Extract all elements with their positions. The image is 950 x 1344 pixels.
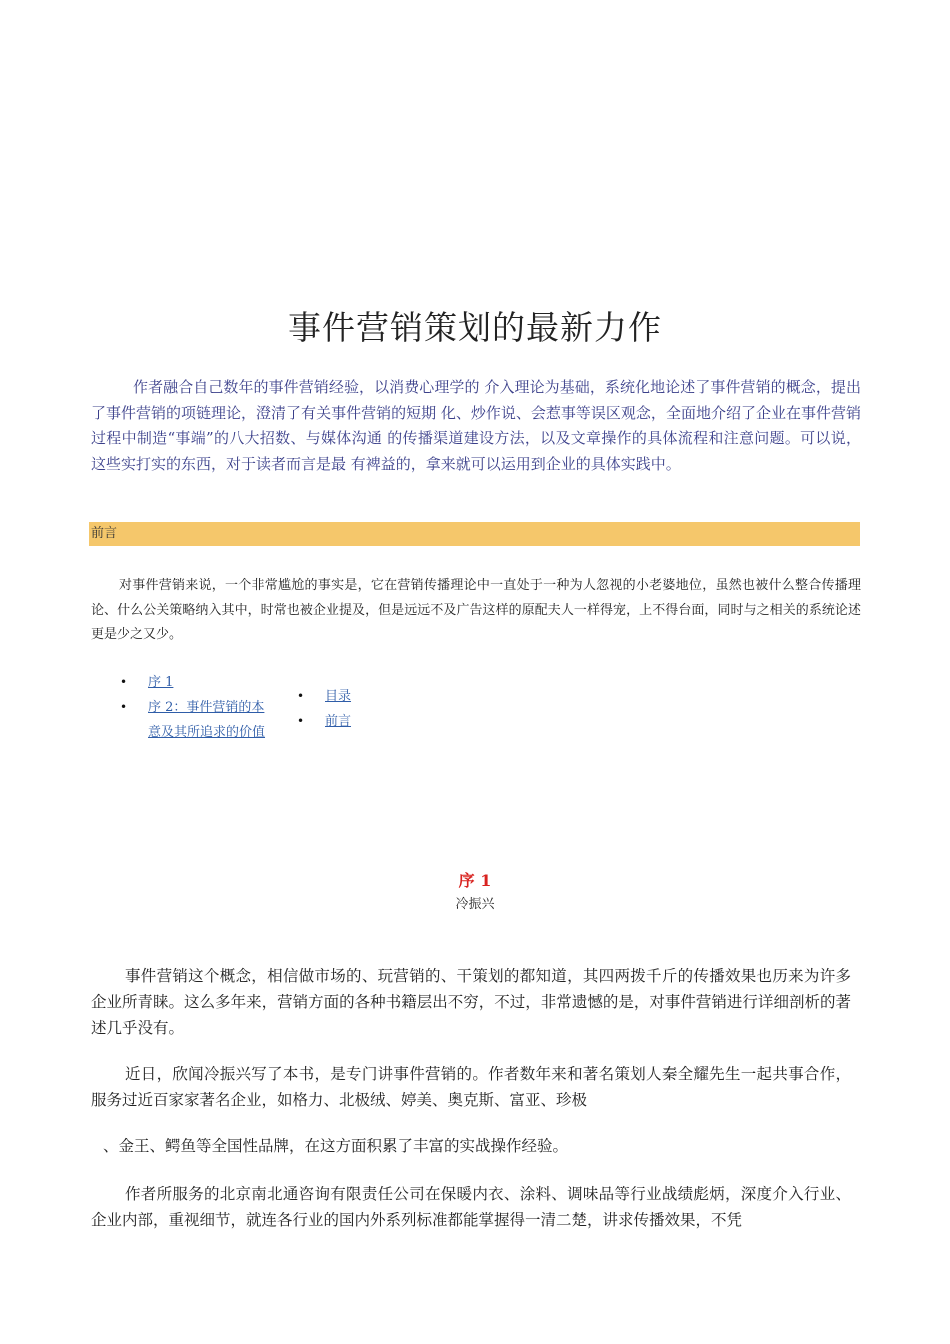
intro-paragraph: 作者融合自己数年的事件营销经验，以消费心理学的 介入理论为基础，系统化地论述了事件营销的概念，提出了事件营销的项链理论，澄清了有关事件营销的短期 化、炒作说、会惹事等误区观念，全面地介绍了企业在事件营销过程中制造“事端”的八大招数、与媒体沟通 的传播渠道建设方法，以及文章操作的具体流程和注意问题。可以说，这些实打实的东西，对于读者而言是最 有裨益的，拿来就可以运用到企业的具体实践中。 — [91, 378, 861, 473]
toc-item — [120, 695, 270, 745]
toc-link-preface-1[interactable]: 序 1 — [148, 675, 174, 690]
preface-label: 前言 — [91, 526, 118, 541]
section-title: 序 1 — [458, 871, 492, 890]
preface-paragraph: 对事件营销来说，一个非常尴尬的事实是，它在营销传播理论中一直处于一种为人忽视的小老婆地位，虽然也被什么整合传播理论、什么公关策略纳入其中，时常也被企业提及，但是远远不及广告这样的原配夫人一样得宠，上不得台面，同时与之相关的系统论述更是少之又少。 — [91, 578, 861, 642]
bullet-icon: • — [120, 675, 128, 689]
toc-list-right — [297, 684, 417, 734]
body-paragraph: 近日，欣闻冷振兴写了本书，是专门讲事件营销的。作者数年来和著名策划人秦全耀先生一起共事合作，服务过近百家家著名企业，如格力、北极绒、婷美、奥克斯、富亚、珍极 — [91, 1065, 851, 1109]
bullet-icon: • — [297, 689, 305, 703]
bullet-icon: • — [120, 700, 128, 714]
toc-item — [297, 709, 417, 734]
section-author: 冷振兴 — [455, 897, 495, 912]
toc-link-preface-2[interactable]: 序 2：事件营销的本意及其所追求的价值 — [148, 700, 266, 740]
toc-link-contents[interactable]: 目录 — [325, 689, 352, 704]
page-title: 事件营销策划的最新力作 — [288, 308, 662, 347]
preface-header-bar — [89, 522, 860, 546]
toc-link-foreword[interactable]: 前言 — [325, 714, 352, 729]
body-paragraph: 事件营销这个概念，相信做市场的、玩营销的、干策划的都知道，其四两拨千斤的传播效果也历来为许多企业所青睐。这么多年来，营销方面的各种书籍层出不穷，不过，非常遗憾的是，对事件营销进行详细剖析的著述几乎没有。 — [91, 967, 851, 1037]
bullet-icon: • — [297, 714, 305, 728]
toc-item — [120, 670, 270, 695]
body-paragraph: 作者所服务的北京南北通咨询有限责任公司在保暖内衣、涂料、调味品等行业战绩彪炳，深度介入行业、企业内部，重视细节，就连各行业的国内外系列标准都能掌握得一清二楚，讲求传播效果，不凭 — [91, 1185, 851, 1229]
toc-list-left — [120, 670, 270, 745]
toc-item — [297, 684, 417, 709]
body-paragraph: 、金王、鳄鱼等全国性品牌，在这方面积累了丰富的实战操作经验。 — [103, 1137, 569, 1155]
